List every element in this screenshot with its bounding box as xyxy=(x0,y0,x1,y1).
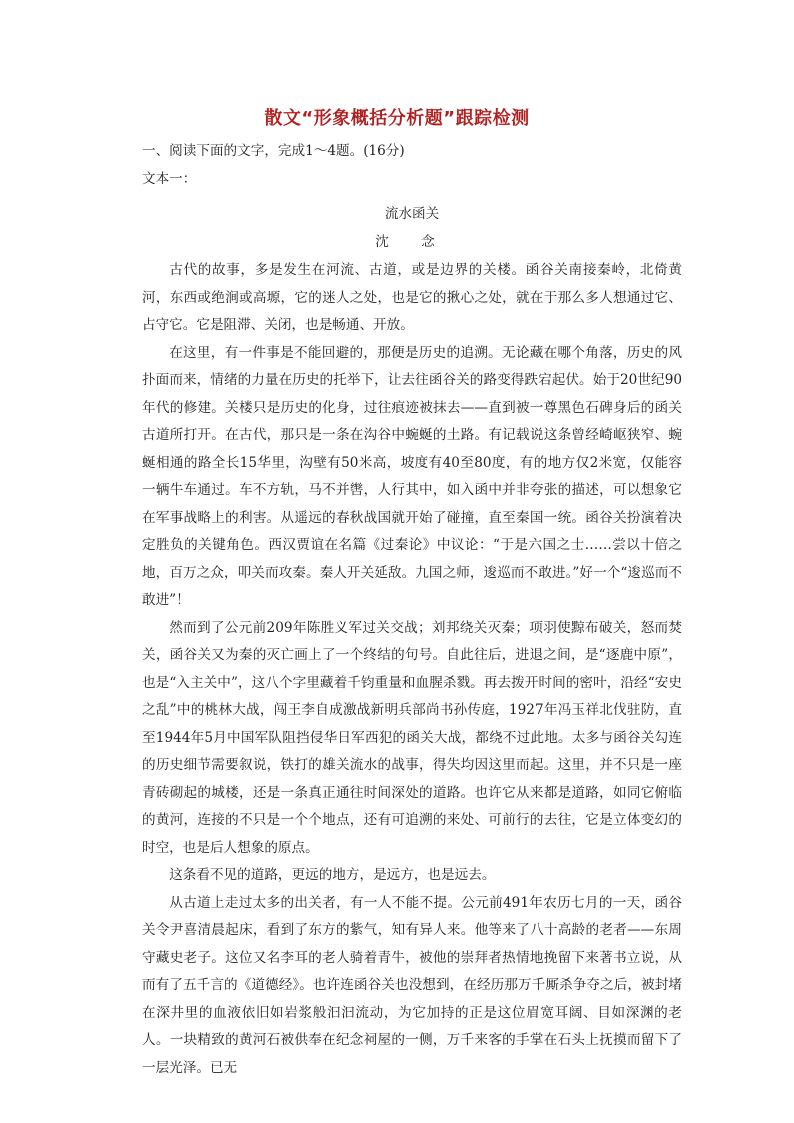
page-title: 散文“形象概括分析题”跟踪检测 xyxy=(264,108,530,129)
paragraph: 从古道上走过太多的出关者，有一人不能不提。公元前491年农历七月的一天，函谷关令尹喜清晨起床，看到了东方的紫气，知有异人来。他等来了八十高龄的老者——东周守藏史老子。这位又名李耳的老人骑着青牛，被他的崇拜者热情地挽留下来著书立说，从而有了五千言的《道德经》。也许连函谷关也没想到，在经历那万千厮杀争夺之后，被封堵在深井里的血液依旧如岩浆般汩汩流动，为它加持的正是这位眉宽耳阔、目如深渊的老人。一块精致的黄河石被供奉在纪念祠屋的一侧，万千来客的手掌在石头上抚摸而留下了一层光泽。已无 xyxy=(142,894,682,1076)
paragraph: 在这里，有一件事是不能回避的，那便是历史的追溯。无论藏在哪个角落，历史的风扑面而来，情绪的力量在历史的托举下，让去往函谷关的路变得跌宕起伏。始于20世纪90年代的修建。关楼只是历史的化身，过往痕迹被抹去——直到被一尊黑色石碑身后的函关古道所打开。在古代，那只是一条在沟谷中蜿蜒的土路。有记载说这条曾经崎岖狭窄、蜿蜒相通的路全长15华里，沟壁有50米高，坡度有40至80度，有的地方仅2米宽，仅能容一辆牛车通过。车不方轨，马不并辔，人行其中，如入函中并非夸张的描述，可以想象它在军事战略上的利害。从遥远的春秋战国就开始了碰撞，直至秦国一统。函谷关扮演着决定胜负的关键角色。西汉贾谊在名篇《过秦论》中议论：“于是六国之士……尝以十倍之地，百万之众，叩关而攻秦。秦人开关延敌。九国之师，逡巡而不敢进。”好一个“逡巡而不敢进”！ xyxy=(142,344,682,608)
paragraph: 这条看不见的道路，更远的地方，是远方，也是远去。 xyxy=(169,867,496,883)
paragraph: 然而到了公元前209年陈胜义军过关交战；刘邦绕关灭秦；项羽使黥布破关，怒而焚关，函谷关又为秦的灭亡画上了一个终结的句号。自此往后，进退之间，是“逐鹿中原”，也是“入主关中”，这八个字里藏着千钧重量和血腥杀戮。再去拨开时间的密叶，沿经“安史之乱”中的桃林大战，闯王李自成激战新明兵部尚书孙传庭，1927年冯玉祥北伐驻防，直至1944年5月中国军队阻挡侵华日军西犯的函关大战，都绕不过此地。太多与函谷关勾连的历史细节需要叙说，铁打的雄关流水的战事，得失均因这里而起。这里，并不只是一座青砖砌起的城楼，还是一条真正通往时间深处的道路。也许它从来都是道路，如同它俯临的黄河，连接的不只是一个个地点，还有可追溯的来处、可前行的去往，它是立体变幻的时空，也是后人想象的原点。 xyxy=(142,619,682,856)
essay-title: 流水函关 xyxy=(384,206,440,222)
document-body xyxy=(142,138,682,1082)
paragraph: 古代的故事，多是发生在河流、古道，或是边界的关楼。函谷关南接秦岭，北倚黄河，东西或绝涧或高塬，它的迷人之处，也是它的揪心之处，就在于那么多人想通过它、占守它。它是阻滞、关闭，也是畅通、开放。 xyxy=(142,262,682,333)
question-instruction: 一、阅读下面的文字，完成1～4题。(16分) xyxy=(142,143,405,159)
text-label: 文本一： xyxy=(142,170,197,187)
essay-author: 沈 念 xyxy=(375,233,449,250)
